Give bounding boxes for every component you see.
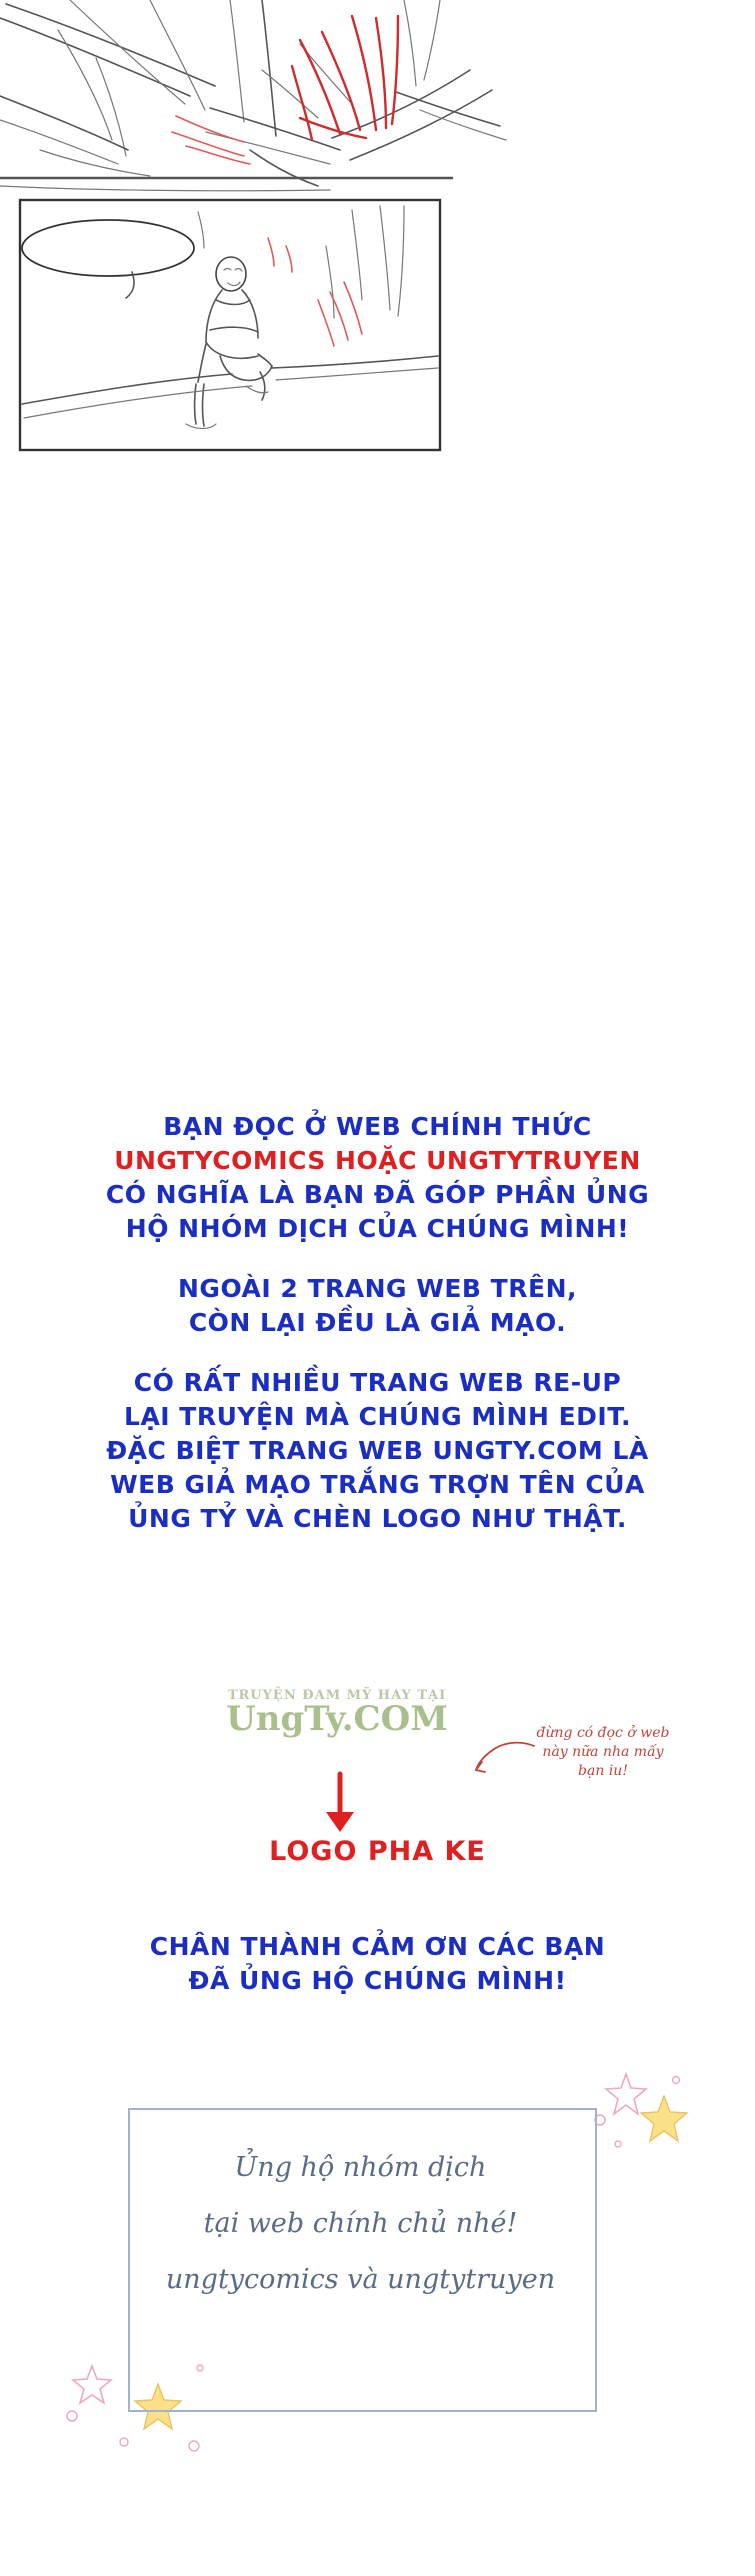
support-card-text <box>128 2140 593 2308</box>
notice-line: CÓ RẤT NHIỀU TRANG WEB RE-UP <box>133 1368 622 1397</box>
notice-text-block <box>0 1110 755 1536</box>
support-card-line: tại web chính chủ nhé! <box>203 2208 518 2239</box>
red-motion-marks <box>172 16 398 164</box>
support-card-line: Ủng hộ nhóm dịch <box>234 2152 487 2183</box>
notice-line: ỦNG TỶ VÀ CHÈN LOGO NHƯ THẬT. <box>128 1504 627 1533</box>
notice-line: NGOÀI 2 TRANG WEB TRÊN, <box>178 1274 577 1303</box>
notice-line: LẠI TRUYỆN MÀ CHÚNG MÌNH EDIT. <box>124 1402 631 1431</box>
thanks-block <box>0 1930 755 1998</box>
notice-line: UNGTYCOMICS HOẶC UNGTYTRUYEN <box>114 1146 641 1175</box>
fake-logo-block <box>0 1688 755 1888</box>
handwritten-note: đừng có đọc ở web này nữa nha mấy bạn iu! <box>536 1725 670 1779</box>
notice-paragraph-3 <box>0 1366 755 1536</box>
comic-sketch-svg <box>0 0 755 790</box>
notice-line: HỘ NHÓM DỊCH CỦA CHÚNG MÌNH! <box>125 1214 630 1243</box>
thanks-line: CHÂN THÀNH CẢM ƠN CÁC BẠN <box>149 1932 606 1961</box>
speech-bubble <box>22 220 194 276</box>
notice-line: BẠN ĐỌC Ở WEB CHÍNH THỨC <box>163 1112 592 1141</box>
notice-line: WEB GIẢ MẠO TRẮNG TRỢN TÊN CỦA <box>110 1470 645 1499</box>
notice-line: ĐẶC BIỆT TRANG WEB UNGTY.COM LÀ <box>106 1436 649 1465</box>
fake-logo-mark <box>222 1688 452 1737</box>
down-arrow-icon <box>310 1770 370 1836</box>
top-panel-sketch <box>0 0 506 191</box>
notice-paragraph-2 <box>0 1272 755 1340</box>
support-card-line: ungtycomics và ungtytruyen <box>165 2264 556 2295</box>
comic-artwork <box>0 0 755 790</box>
notice-paragraph-1 <box>0 1110 755 1246</box>
fake-logo-wordmark: UngTy.COM <box>226 1699 448 1739</box>
support-card <box>0 2050 755 2530</box>
fake-logo-tagline: TRUYỆN ĐAM MỸ HAY TẠI <box>227 1688 447 1703</box>
fake-logo-label: LOGO PHA KE <box>269 1836 486 1867</box>
notice-line: CÒN LẠI ĐỀU LÀ GIẢ MẠO. <box>188 1308 567 1337</box>
notice-line: CÓ NGHĨA LÀ BẠN ĐÃ GÓP PHẦN ỦNG <box>105 1180 650 1209</box>
thanks-line: ĐÃ ỦNG HỘ CHÚNG MÌNH! <box>188 1966 567 1995</box>
